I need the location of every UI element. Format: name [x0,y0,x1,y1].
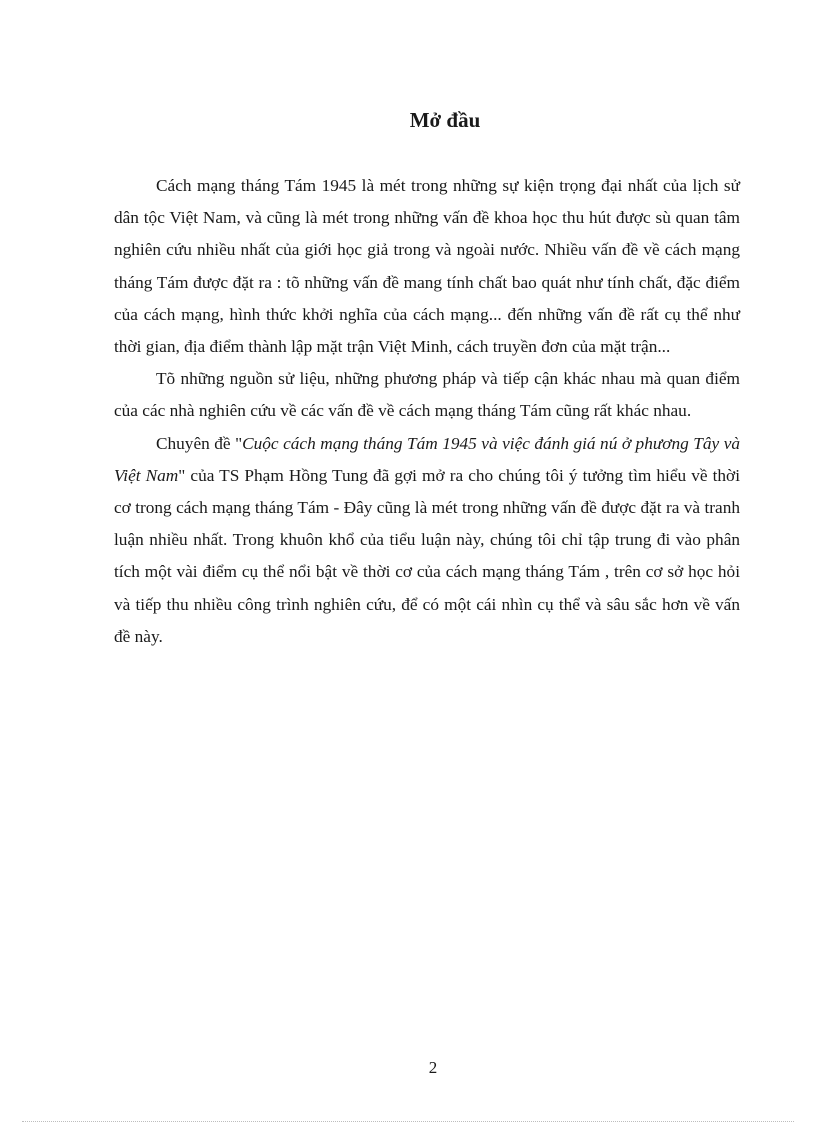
paragraph-topic-prefix: Chuyên đề " [156,433,243,453]
paragraph-intro: Cách mạng tháng Tám 1945 là mét trong những sự kiện trọng đại nhất của lịch sử dân tộc Việt Nam, và cũng là mét trong những vấn đề khoa học thu hút được sù quan tâm nghiên cứu nhiều nhất của giới học giả trong và ngoài nước. Nhiều vấn đề về cách mạng tháng Tám được đặt ra : tõ những vấn đề mang tính chất bao quát như tính chất, đặc điểm của cách mạng, hình thức khởi nghĩa của cách mạng... đến những vấn đề rất cụ thể như thời gian, địa điểm thành lập mặt trận Việt Minh, cách truyền đơn của mặt trận... [114,176,740,357]
document-body [114,170,740,653]
paragraph-topic [114,428,740,653]
paragraph-topic-suffix: " của TS Phạm Hồng Tung đã gợi mở ra cho chúng tôi ý tưởng tìm hiểu về thời cơ trong cách mạng tháng Tám - Đây cũng là mét trong những vấn đề được đặt ra và tranh luận nhiều nhất. Trong khuôn khổ của tiểu luận này, chúng tôi chỉ tập trung đi vào phân tích một vài điểm cụ thể nổi bật về thời cơ của cách mạng tháng Tám , trên cơ sở học hỏi và tiếp thu nhiều công trình nghiên cứu, để có một cái nhìn cụ thể và sâu sắc hơn về vấn đề này. [114,465,740,646]
paragraph-topic-title: Cuộc cách mạng tháng Tám 1945 và việc đánh giá nú ở phương Tây và Việt Nam [114,433,740,485]
page-bottom-divider [22,1121,794,1122]
paragraph-sources: Tõ những nguồn sử liệu, những phương pháp và tiếp cận khác nhau mà quan điểm của các nhà nghiên cứu về các vấn đề về cách mạng tháng Tám cũng rất khác nhau. [114,369,740,421]
page-title: Mở đầu [409,108,481,132]
page-number: 2 [428,1058,438,1077]
